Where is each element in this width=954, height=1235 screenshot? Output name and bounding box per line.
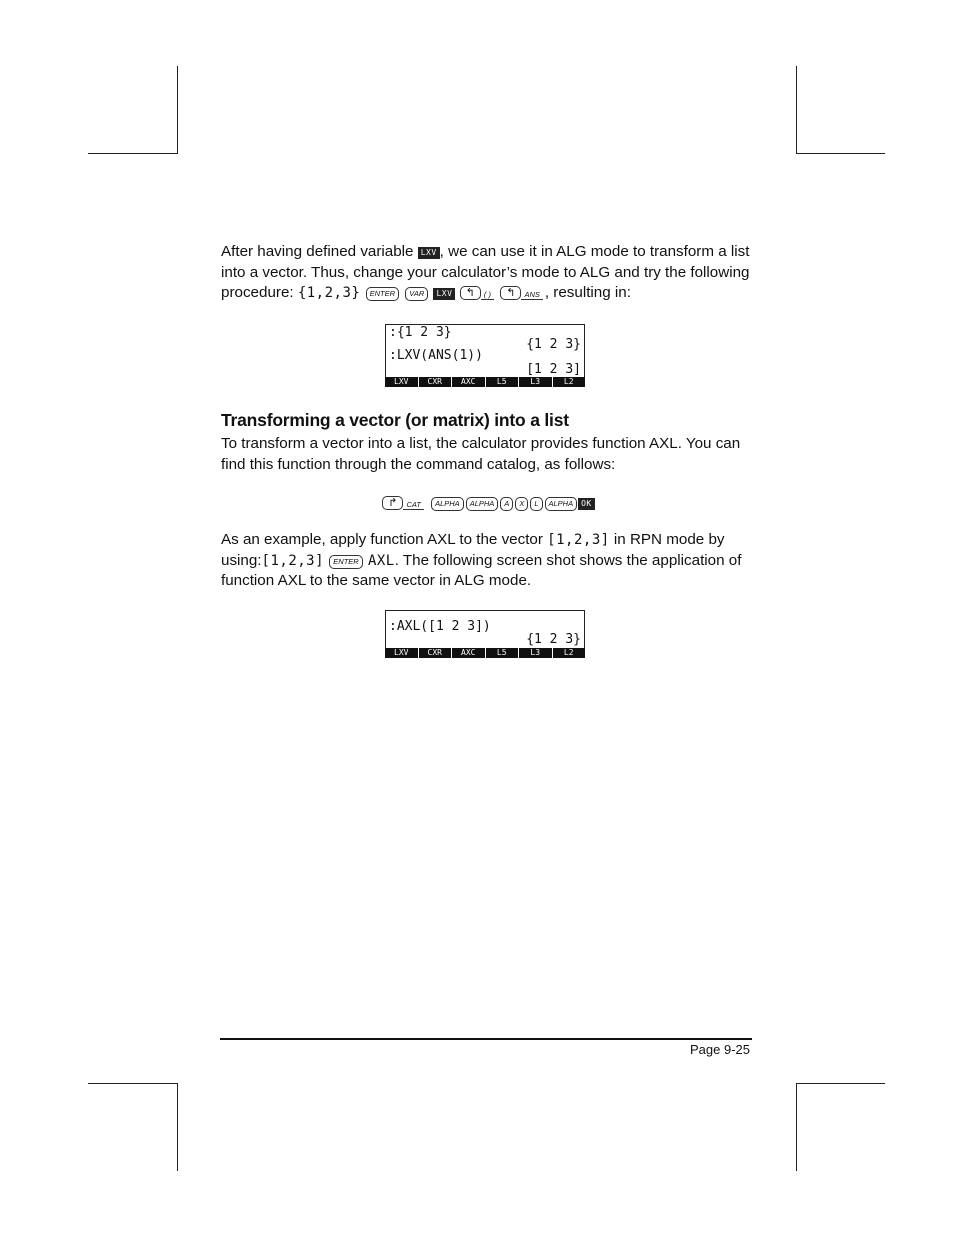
var-key: VAR xyxy=(405,287,428,301)
softmenu-item: AXC xyxy=(451,648,485,658)
left-shift-key-icon: ↰ xyxy=(460,286,481,300)
calculator-screen-2 xyxy=(385,610,585,658)
screen2-softmenu xyxy=(385,648,585,658)
lxv-softkey-2: LXV xyxy=(433,288,455,300)
crop-mark-bottom-right-horizontal xyxy=(796,1083,885,1084)
footer-rule xyxy=(220,1038,752,1040)
axl-code: AXL xyxy=(367,552,395,569)
crop-mark-top-left-horizontal xyxy=(88,153,177,154)
example-paragraph xyxy=(221,530,756,592)
alpha-key: ALPHA xyxy=(466,497,499,511)
vector-code-1: [1,2,3] xyxy=(547,532,610,548)
ans-subkey: ANS xyxy=(521,290,542,300)
softmenu-item: L5 xyxy=(485,377,519,387)
softmenu-item: L3 xyxy=(518,377,552,387)
screen1-result-2: [1 2 3] xyxy=(526,362,581,377)
softmenu-item: LXV xyxy=(394,648,409,657)
screen1-line-1: :{1 2 3} xyxy=(389,325,452,340)
screen1-row-4 xyxy=(389,362,581,377)
softmenu-item: L5 xyxy=(485,648,519,658)
screen1-row-3 xyxy=(389,348,581,363)
crop-mark-bottom-left-horizontal xyxy=(88,1083,177,1084)
softmenu-item: AXC xyxy=(451,377,485,387)
example-text-2: in RPN mode by using: xyxy=(221,531,725,569)
intro-text-1: After having defined variable xyxy=(221,243,418,260)
left-shift-key-icon-2: ↰ xyxy=(500,286,521,300)
x-key: X xyxy=(515,497,528,511)
screen2-line-1: :AXL([1 2 3]) xyxy=(389,619,491,634)
enter-key: ENTER xyxy=(329,555,362,569)
example-text-3: . The following screen shot shows the application of function AXL to the same vector in ALG mode. xyxy=(221,551,742,590)
catalog-paragraph: To transform a vector into a list, the calculator provides function AXL. You can find this function through the command catalog, as follows: xyxy=(221,435,741,473)
vector-code-2: [1,2,3] xyxy=(261,552,325,569)
a-key: A xyxy=(500,497,513,511)
softmenu-item: L2 xyxy=(552,648,586,658)
softmenu-item: CXR xyxy=(418,377,452,387)
screen2-result-1: {1 2 3} xyxy=(526,632,581,647)
softmenu-item: LXV xyxy=(394,377,409,386)
softmenu-item: L2 xyxy=(552,377,586,387)
alpha-key: ALPHA xyxy=(545,497,578,511)
screen1-softmenu xyxy=(385,377,585,387)
page-number: Page 9-25 xyxy=(690,1042,750,1057)
crop-mark-bottom-left-vertical xyxy=(177,1083,178,1171)
section-heading: Transforming a vector (or matrix) into a list xyxy=(221,410,569,430)
enter-key: ENTER xyxy=(366,287,399,301)
crop-mark-top-right-vertical xyxy=(796,66,797,154)
ok-softkey: OK xyxy=(578,498,595,510)
screen1-result-1: {1 2 3} xyxy=(526,337,581,352)
parentheses-subkey: ( ) xyxy=(481,290,494,300)
alpha-key: ALPHA xyxy=(431,497,464,511)
crop-mark-top-right-horizontal xyxy=(796,153,885,154)
intro-text-2: , we can use it in ALG mode to transform a list into a vector. Thus, change your calculator’s mode to ALG and try the following procedure: xyxy=(221,243,750,302)
softmenu-item: CXR xyxy=(418,648,452,658)
right-shift-key-icon: ↱ xyxy=(382,496,403,510)
key-sequence xyxy=(221,494,756,511)
cat-subkey: CAT xyxy=(403,500,423,510)
intro-paragraph xyxy=(221,242,756,306)
list-code: {1,2,3} xyxy=(297,285,361,302)
lxv-softkey: LXV xyxy=(418,247,440,259)
crop-mark-bottom-right-vertical xyxy=(796,1083,797,1171)
example-text-1: As an example, apply function AXL to the vector xyxy=(221,531,548,548)
screen1-line-3: :LXV(ANS(1)) xyxy=(389,348,483,363)
intro-text-3: , resulting in: xyxy=(544,284,631,302)
softmenu-item: L3 xyxy=(518,648,552,658)
crop-mark-top-left-vertical xyxy=(177,66,178,154)
screen2-row-2 xyxy=(389,632,581,647)
calculator-screen-1 xyxy=(385,324,585,387)
l-key: L xyxy=(530,497,542,511)
